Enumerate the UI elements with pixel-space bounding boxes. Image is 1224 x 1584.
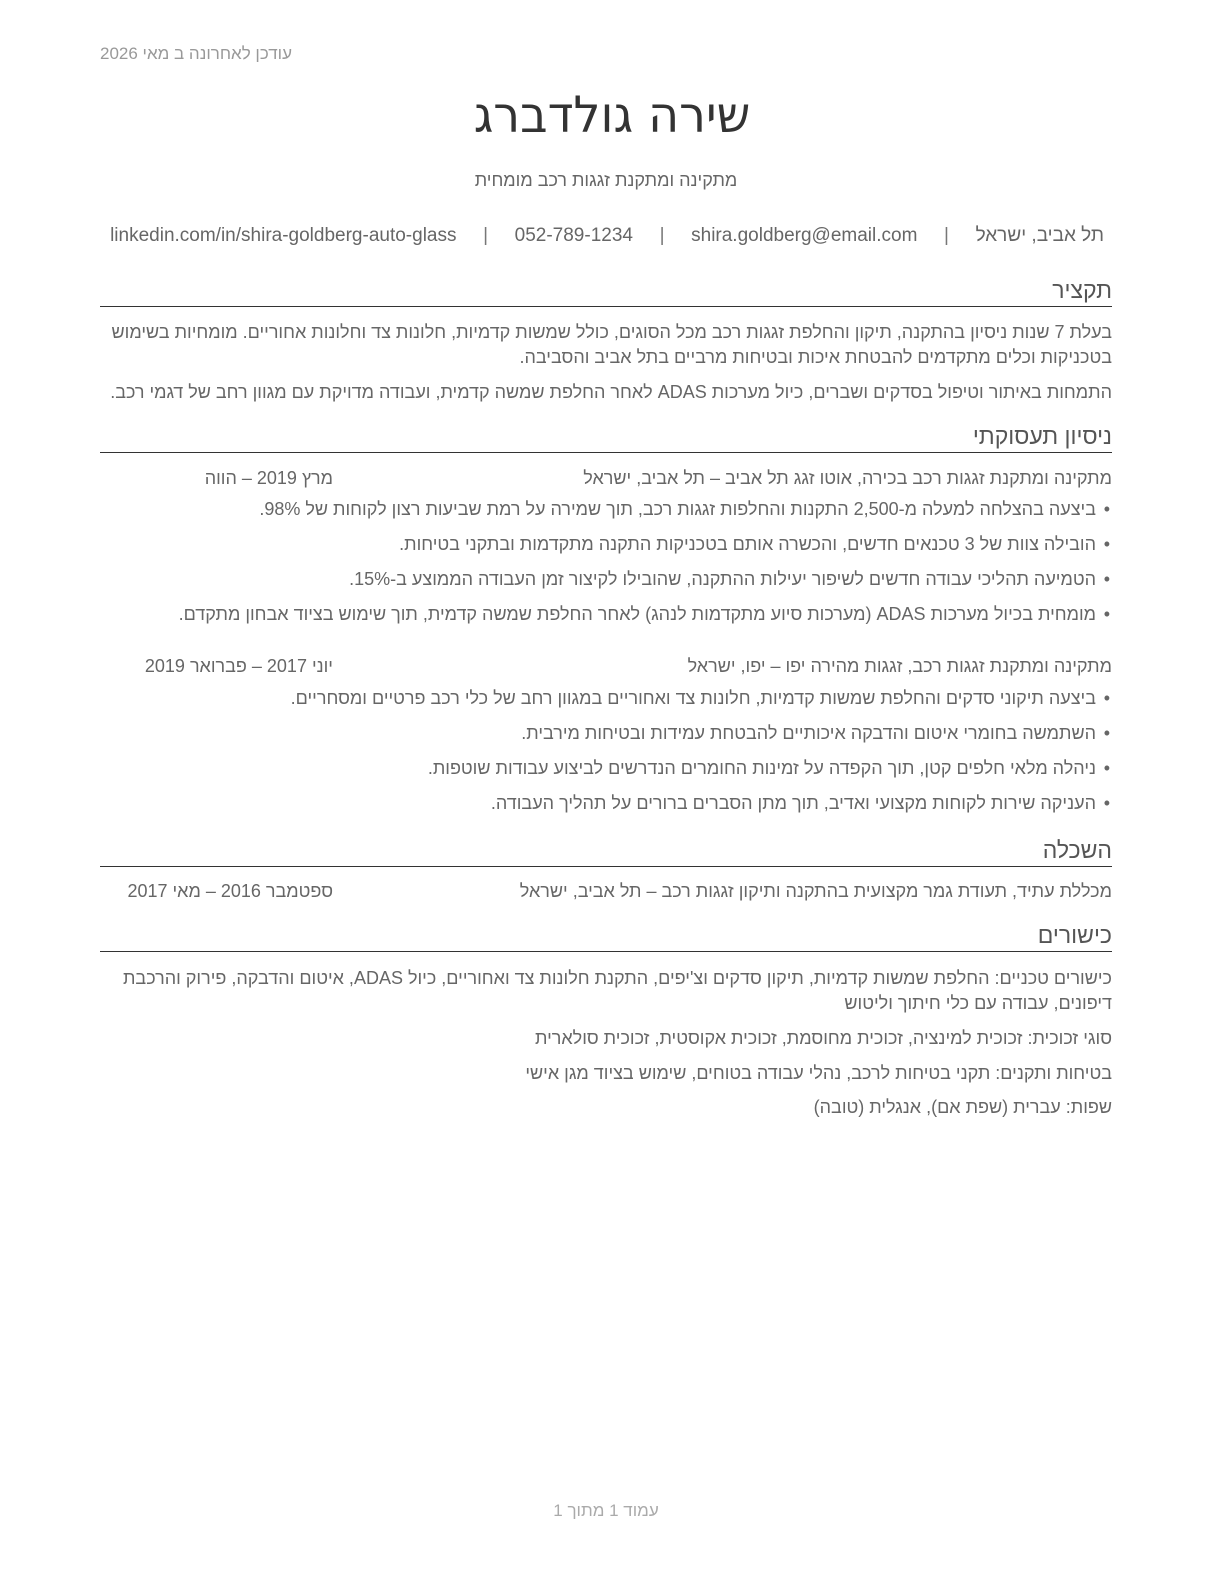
job-role: מתקינה ומתקנת זגגות רכב, זגגות מהירה יפו – יפו, ישראל [687, 656, 1112, 676]
skills-item: שפות: עברית (שפת אם), אנגלית (טובה) [813, 1097, 1112, 1117]
bullet-icon: • [1103, 688, 1110, 708]
list-item: • הובילה צוות של 3 טכנאים חדשים, והכשרה אותם בטכניקות התקנה מתקדמות ובתקני בטיחות. [100, 531, 1112, 566]
section-title-summary: תקציר [100, 275, 1112, 307]
bullet-icon: • [1103, 604, 1110, 624]
contact-separator: | [659, 225, 665, 246]
list-item: • ניהלה מלאי חלפים קטן, תוך הקפדה על זמינות החומרים הנדרשים לביצוע עבודות שוטפות. [100, 755, 1112, 790]
candidate-title: מתקינה ומתקנת זגגות רכב מומחית [474, 170, 738, 190]
list-item: • העניקה שירות לקוחות מקצועי ואדיב, תוך מתן הסברים ברורים על תהליך העבודה. [100, 790, 1112, 825]
contact-linkedin[interactable]: linkedin.com/in/shira-goldberg-auto-glass [110, 225, 457, 246]
list-item: • מומחית בכיול מערכות ADAS (מערכות סיוע מתקדמות לנהג) לאחר החלפת שמשה קדמית, תוך שימוש בציוד אבחון מתקדם. [100, 601, 1112, 636]
contact-phone[interactable]: 052-789-1234 [514, 225, 633, 246]
summary-paragraph: התמחות באיתור וטיפול בסדקים ושברים, כיול מערכות ADAS לאחר החלפת שמשה קדמית, ועבודה מדויקת עם מגוון רחב של דגמי רכב. [110, 382, 1112, 402]
bullet-icon: • [1103, 758, 1110, 778]
job-role: מתקינה ומתקנת זגגות רכב בכירה, אוטו זגג תל אביב – תל אביב, ישראל [583, 468, 1112, 488]
bullet-icon: • [1103, 569, 1110, 589]
education-dates: ספטמבר 2016 – מאי 2017 [127, 881, 333, 901]
job-heading [100, 653, 1112, 679]
list-item: • השתמשה בחומרי איטום והדבקה איכותיים להבטחת עמידות ובטיחות מירבית. [100, 720, 1112, 755]
list-item: • ביצעה תיקוני סדקים והחלפת שמשות קדמיות, חלונות צד ואחוריים במגוון רחב של כלי רכב פרטיים ומסחריים. [100, 685, 1112, 720]
skills-item: סוגי זכוכית: זכוכית למינציה, זכוכית מחוסמת, זכוכית אקוסטית, זכוכית סולארית [535, 1028, 1112, 1048]
contact-email[interactable]: shira.goldberg@email.com [691, 225, 918, 246]
job-bullets [100, 496, 1112, 636]
job-dates: יוני 2017 – פברואר 2019 [144, 656, 333, 676]
skills-item: כישורים טכניים: החלפת שמשות קדמיות, תיקון סדקים וצ'יפים, התקנת חלונות צד ואחוריים, כיול ADAS, איטום והדבקה, פירוק והרכבת דיפונים, עבודה עם כלי חיתוך וליטוש [122, 968, 1112, 1013]
bullet-icon: • [1103, 499, 1110, 519]
education-text: מכללת עתיד, תעודת גמר מקצועית בהתקנה ותיקון זגגות רכב – תל אביב, ישראל [519, 881, 1112, 901]
bullet-icon: • [1103, 723, 1110, 743]
section-title-education: השכלה [100, 835, 1112, 867]
candidate-name: שירה גולדברג [473, 86, 751, 144]
contact-separator: | [944, 225, 949, 246]
summary-paragraph: בעלת 7 שנות ניסיון בהתקנה, תיקון והחלפת זגגות רכב מכל הסוגים, כולל שמשות קדמיות, חלונות צד וחלונות אחוריים. מומחיות בשימוש בטכניקות וכלים מתקדמים להבטחת איכות ובטיחות מרביים בתל אביב והסביבה. [111, 322, 1112, 367]
list-item: • הטמיעה תהליכי עבודה חדשים לשיפור יעילות ההתקנה, שהובילו לקיצור זמן העבודה הממוצע ב-15%. [100, 566, 1112, 601]
bullet-icon: • [1103, 534, 1110, 554]
bullet-icon: • [1103, 793, 1110, 813]
contact-separator: | [483, 225, 489, 246]
page-number: עמוד 1 מתוך 1 [553, 1501, 659, 1520]
job-dates: מרץ 2019 – הווה [204, 468, 333, 488]
section-title-experience: ניסיון תעסוקתי [100, 421, 1112, 453]
last-updated-note: עודכן לאחרונה ב מאי 2026 [100, 44, 292, 63]
contact-line [110, 222, 1104, 250]
job-bullets [100, 685, 1112, 825]
education-item [100, 878, 1112, 904]
section-title-skills: כישורים [100, 920, 1112, 952]
job-heading [100, 465, 1112, 491]
list-item: • ביצעה בהצלחה למעלה מ-2,500 התקנות והחלפות זגגות רכב, תוך שמירה על רמת שביעות רצון לקוחות של 98%. [100, 496, 1112, 531]
skills-item: בטיחות ותקנים: תקני בטיחות לרכב, נהלי עבודה בטוחים, שימוש בציוד מגן אישי [525, 1063, 1112, 1083]
contact-location: תל אביב, ישראל [975, 225, 1104, 246]
